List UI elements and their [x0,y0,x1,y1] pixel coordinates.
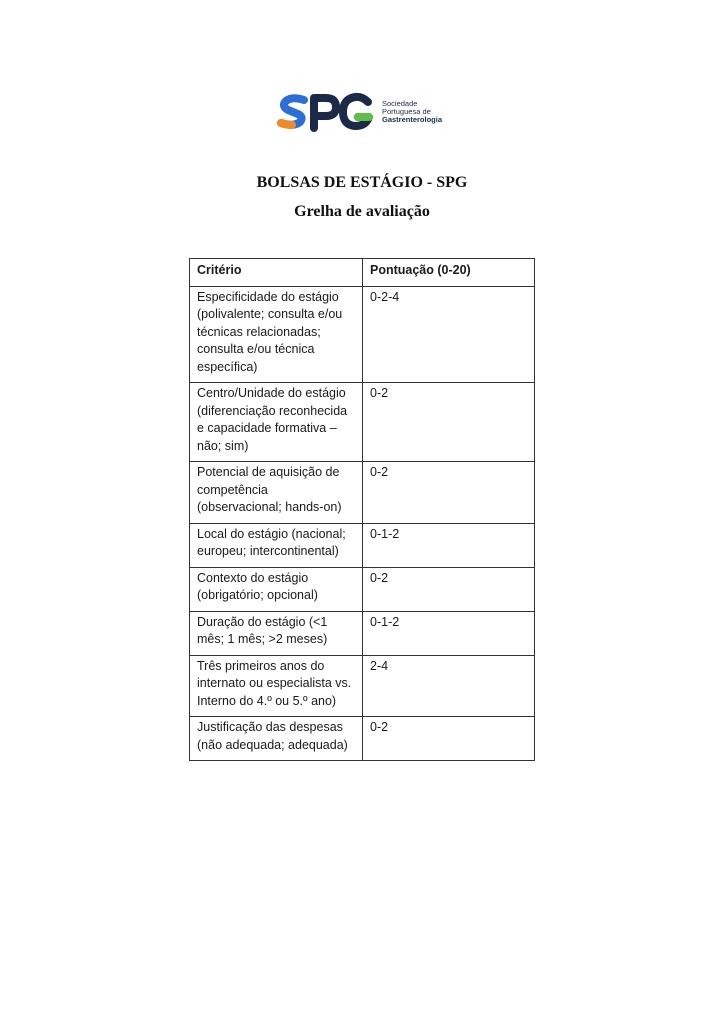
table-header-row [190,259,535,287]
logo-text [382,100,442,124]
spg-logo [276,90,476,134]
table-row [190,523,535,567]
criterio-cell: Local do estágio (nacional; europeu; intercontinental) [190,523,363,567]
document-subtitle: Grelha de avaliação [294,203,430,220]
pontuacao-cell: 0-2-4 [363,286,535,383]
pontuacao-cell: 0-2 [363,462,535,524]
spg-logo-mark [276,92,376,132]
column-header-pontuacao: Pontuação (0-20) [363,259,535,287]
criterio-cell: Centro/Unidade do estágio (diferenciação reconhecida e capacidade formativa – não; sim) [190,383,363,462]
criterio-cell: Especificidade do estágio (polivalente; consulta e/ou técnicas relacionadas; consulta e/ou técnica específica) [190,286,363,383]
column-header-criterio: Critério [190,259,363,287]
criterio-cell: Duração do estágio (<1 mês; 1 mês; >2 meses) [190,611,363,655]
table-row [190,611,535,655]
pontuacao-cell: 2-4 [363,655,535,717]
document-title: BOLSAS DE ESTÁGIO - SPG [256,174,468,191]
pontuacao-cell: 0-1-2 [363,611,535,655]
table-row [190,655,535,717]
table-row [190,383,535,462]
table-row [190,717,535,761]
pontuacao-cell: 0-2 [363,717,535,761]
evaluation-table [189,258,535,761]
criterio-cell: Três primeiros anos do internato ou especialista vs. Interno do 4.º ou 5.º ano) [190,655,363,717]
table-row [190,286,535,383]
criterio-cell: Justificação das despesas (não adequada; adequada) [190,717,363,761]
table-row [190,462,535,524]
logo-line-3: Gastrenterologia [382,115,443,124]
logo-line-1: Sociedade [382,99,418,108]
criterio-cell: Contexto do estágio (obrigatório; opcional) [190,567,363,611]
criterio-cell: Potencial de aquisição de competência (observacional; hands-on) [190,462,363,524]
pontuacao-cell: 0-2 [363,567,535,611]
pontuacao-cell: 0-2 [363,383,535,462]
pontuacao-cell: 0-1-2 [363,523,535,567]
table-row [190,567,535,611]
logo-line-2: Portuguesa de [382,107,431,116]
